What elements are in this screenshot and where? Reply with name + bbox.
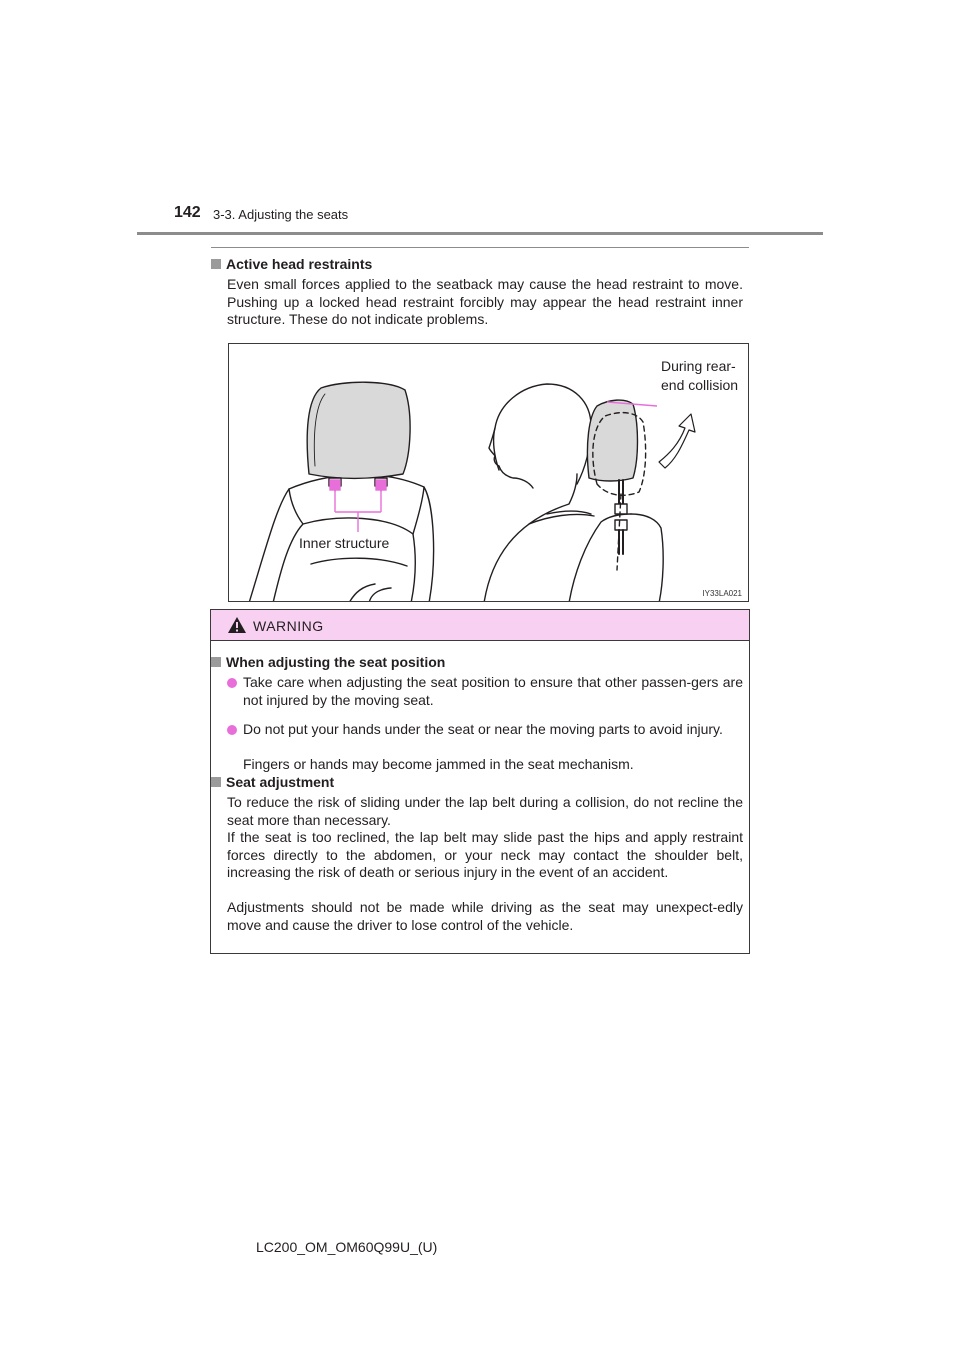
- bullet-text: Take care when adjusting the seat position to ensure that other passen-gers are not injured by the moving seat.: [243, 674, 743, 708]
- head-restraint-illustration: [228, 343, 749, 602]
- warning-paragraph: To reduce the risk of sliding under the lap belt during a collision, do not recline the seat more than necessary.: [227, 794, 743, 828]
- intro-paragraph: Even small forces applied to the seatback may cause the head restraint to move. Pushing up a locked head restraint forcibly may appear the head restraint inner structure. These do not indicate problems.: [227, 276, 743, 327]
- warning-heading-text: When adjusting the seat position: [226, 654, 446, 670]
- warning-box: [210, 609, 750, 954]
- warning-heading-text: Seat adjustment: [226, 774, 335, 790]
- warning-paragraph: Adjustments should not be made while driving as the seat may unexpect-edly move and cause the driver to lose control of the vehicle.: [227, 899, 743, 933]
- warning-triangle-icon: [227, 616, 247, 634]
- bullet-continuation: Fingers or hands may become jammed in the seat mechanism.: [243, 756, 634, 772]
- intro-heading-text: Active head restraints: [226, 256, 373, 272]
- header-rule: [137, 232, 823, 235]
- square-bullet-icon: [211, 657, 221, 667]
- square-bullet-icon: [211, 259, 221, 269]
- document-code: LC200_OM_OM60Q99U_(U): [256, 1239, 438, 1255]
- intro-heading: [211, 256, 372, 272]
- section-header: 3-3. Adjusting the seats: [213, 207, 349, 222]
- page-number: 142: [174, 204, 201, 221]
- warning-paragraph: If the seat is too reclined, the lap belt may slide past the hips and apply restraint forces directly to the abdomen, or your neck may contact the shoulder belt, increasing the risk of death or serious injury in the event of an accident.: [227, 829, 743, 880]
- warning-header: [211, 610, 749, 641]
- section-divider: [211, 247, 749, 248]
- figure-code: IY33LA021: [702, 589, 742, 598]
- bullet-text: Do not put your hands under the seat or near the moving parts to avoid injury.: [243, 721, 723, 737]
- warning-section-heading: [211, 774, 334, 792]
- pink-bullet-icon: [227, 678, 237, 688]
- warning-section-heading: [211, 654, 445, 672]
- during-collision-label: During rear-end collision: [661, 358, 739, 393]
- pink-bullet-icon: [227, 725, 237, 735]
- square-bullet-icon: [211, 777, 221, 787]
- inner-structure-label: Inner structure: [299, 535, 390, 551]
- warning-title: WARNING: [253, 618, 324, 634]
